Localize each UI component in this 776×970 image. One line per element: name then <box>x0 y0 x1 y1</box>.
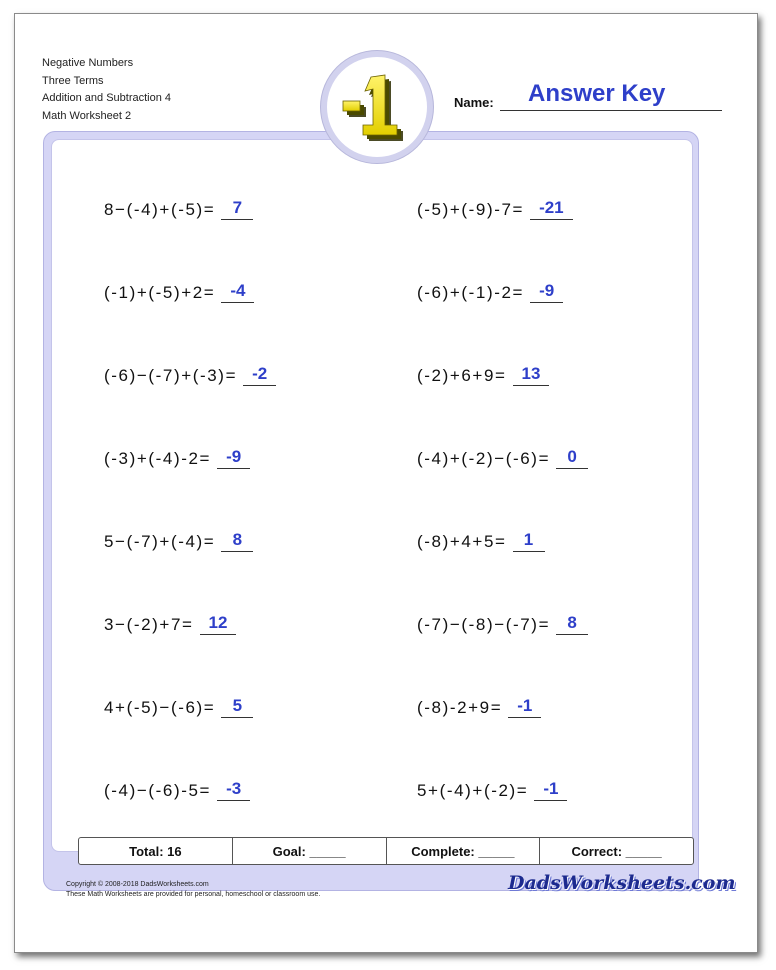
problem-item <box>417 771 567 801</box>
problem-answer: 7 <box>221 198 253 220</box>
problem-answer: 1 <box>513 530 545 552</box>
problem-expression: 8−(-4)+(-5)= <box>104 200 216 219</box>
title-line-2: Three Terms <box>42 74 104 87</box>
problem-expression: (-4)+(-2)−(-6)= <box>417 449 551 468</box>
score-bar <box>78 837 694 865</box>
problem-answer: 8 <box>556 613 588 635</box>
problem-answer: 8 <box>221 530 253 552</box>
copyright-line: Copyright © 2008-2018 DadsWorksheets.com <box>66 881 209 888</box>
problem-expression: 5+(-4)+(-2)= <box>417 781 529 800</box>
problem-expression: (-1)+(-5)+2= <box>104 283 216 302</box>
problem-expression: (-3)+(-4)-2= <box>104 449 212 468</box>
problem-answer: -9 <box>217 447 250 469</box>
problems-panel <box>51 139 693 852</box>
problem-answer: -2 <box>243 364 276 386</box>
usage-line: These Math Worksheets are provided for personal, homeschool or classroom use. <box>66 891 321 898</box>
name-label: Name: <box>454 95 494 110</box>
problem-expression: (-4)−(-6)-5= <box>104 781 212 800</box>
problem-item <box>417 439 588 469</box>
problem-expression: (-2)+6+9= <box>417 366 507 385</box>
name-field <box>454 80 724 110</box>
minus-one-badge-icon <box>321 51 433 163</box>
name-underline <box>500 110 722 111</box>
problem-answer: -3 <box>217 779 250 801</box>
problem-answer: -4 <box>221 281 254 303</box>
total-cell: Total: 16 <box>79 838 233 864</box>
problem-answer: 12 <box>200 613 237 635</box>
problem-item <box>417 605 588 635</box>
problem-item <box>104 522 253 552</box>
goal-cell: Goal: _____ <box>233 838 387 864</box>
problem-item <box>417 356 549 386</box>
problem-item <box>104 356 276 386</box>
dadsworksheets-logo: DadsWorksheets.com <box>508 872 736 894</box>
problem-expression: (-6)+(-1)-2= <box>417 283 525 302</box>
minus-one-glyph-icon <box>327 57 427 157</box>
problem-answer: -21 <box>530 198 573 220</box>
answer-key-label: Answer Key <box>528 80 666 107</box>
problem-answer: 0 <box>556 447 588 469</box>
problem-item <box>417 190 573 220</box>
problem-item <box>104 190 253 220</box>
problem-answer: -9 <box>530 281 563 303</box>
problem-answer: 13 <box>513 364 550 386</box>
problem-answer: -1 <box>508 696 541 718</box>
problem-expression: 4+(-5)−(-6)= <box>104 698 216 717</box>
problem-item <box>417 688 541 718</box>
problem-item <box>104 273 254 303</box>
complete-cell: Complete: _____ <box>387 838 541 864</box>
problem-answer: 5 <box>221 696 253 718</box>
correct-cell: Correct: _____ <box>571 843 662 859</box>
problem-answer: -1 <box>534 779 567 801</box>
problem-item <box>417 522 545 552</box>
problem-expression: (-8)+4+5= <box>417 532 507 551</box>
problem-item <box>104 439 250 469</box>
worksheet-title-block <box>42 55 171 125</box>
problem-expression: 5−(-7)+(-4)= <box>104 532 216 551</box>
problem-item <box>104 605 236 635</box>
problem-item <box>104 771 250 801</box>
problem-expression: (-8)-2+9= <box>417 698 503 717</box>
problem-expression: (-6)−(-7)+(-3)= <box>104 366 238 385</box>
title-line-3: Addition and Subtraction 4 <box>42 92 172 104</box>
problem-expression: (-5)+(-9)-7= <box>417 200 525 219</box>
problem-item <box>104 688 253 718</box>
title-line-4: Math Worksheet 2 <box>42 109 132 122</box>
copyright-note <box>66 880 320 900</box>
problem-item <box>417 273 563 303</box>
title-line-1: Negative Numbers <box>42 57 134 69</box>
problem-expression: (-7)−(-8)−(-7)= <box>417 615 551 634</box>
problem-expression: 3−(-2)+7= <box>104 615 194 634</box>
